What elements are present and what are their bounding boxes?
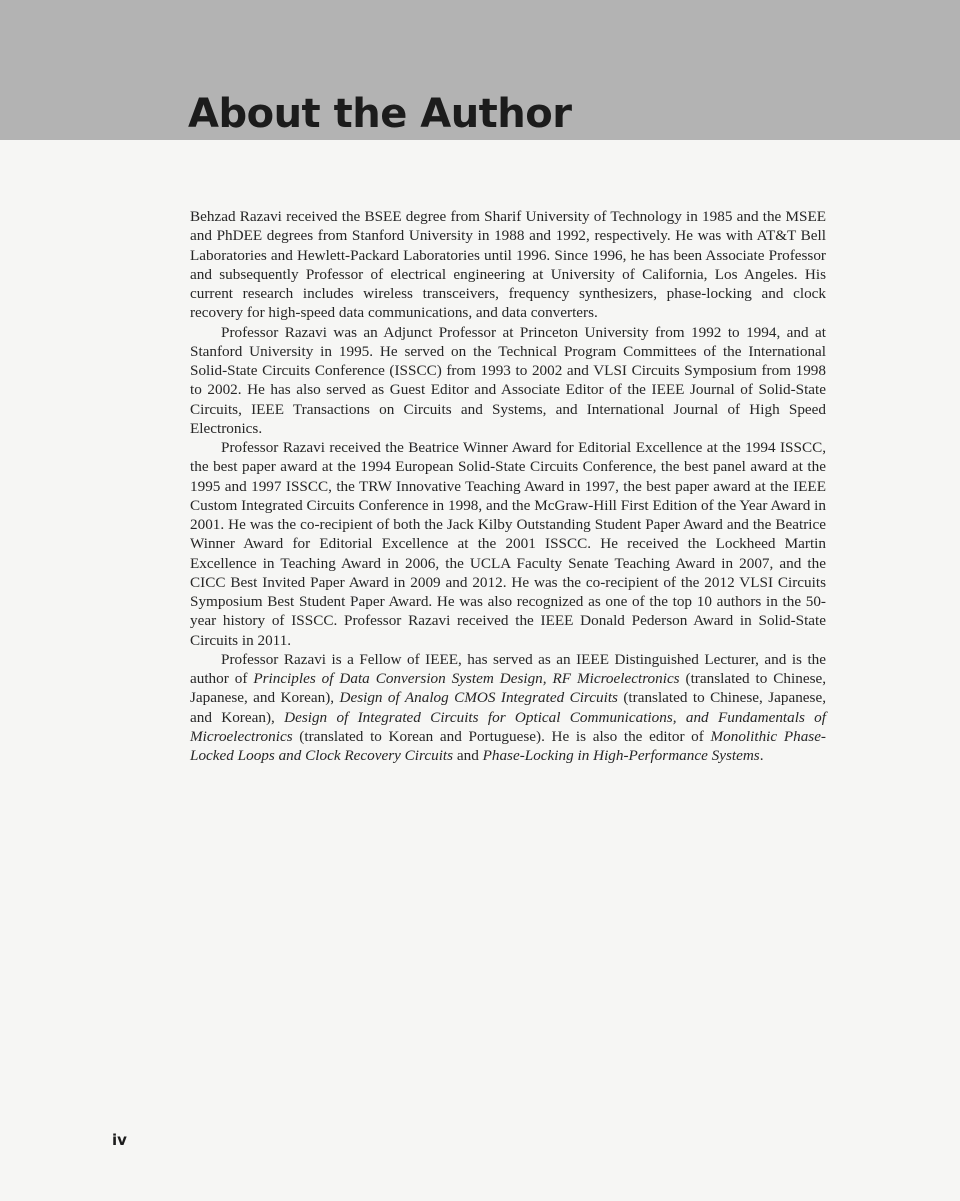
bio-paragraph [190, 323, 826, 439]
bio-paragraph [190, 207, 826, 323]
bio-text: Professor Razavi is a Fellow of IEEE, has served as an IEEE Distinguished Lecturer, and is the author of [190, 650, 826, 687]
author-biography [190, 207, 826, 765]
page-number: iv [112, 1131, 127, 1149]
bio-text: Professor Razavi received the Beatrice Winner Award for Editorial Excellence at the 1994 ISSCC, the best paper award at the 1994 European Solid-State Circuits Conference, the best panel award at the 1995 and 1997 ISSCC, the TRW Innovative Teaching Award in 1997, the best paper award at the IEEE Custom Integrated Circuits Conference in 1998, and the McGraw-Hill First Edition of the Year Award in 2001. He was the co-recipient of both the Jack Kilby Outstanding Student Paper Award and the Beatrice Winner Award for Editorial Excellence at the 2001 ISSCC. He received the Lockheed Martin Excellence in Teaching Award in 2006, the UCLA Faculty Senate Teaching Award in 2007, and the CICC Best Invited Paper Award in 2009 and 2012. He was the co-recipient of the 2012 VLSI Circuits Symposium Best Student Paper Award. He was also recognized as one of the top 10 authors in the 50-year history of ISSCC. Professor Razavi received the IEEE Donald Pederson Award in Solid-State Circuits in 2011. [190, 439, 826, 649]
book-title: Phase-Locking in High-Performance Systems [482, 747, 760, 764]
bio-text: (translated to Chinese, Japanese, and Korean), [190, 689, 826, 726]
book-title: Principles of Data Conversion System Design, RF Microelectronics [253, 670, 680, 687]
page-title: About the Author [188, 91, 572, 137]
bio-paragraph [190, 438, 826, 650]
book-title: Design of Analog CMOS Integrated Circuits [339, 689, 618, 707]
bio-text: Behzad Razavi received the BSEE degree from Sharif University of Technology in 1985 and the MSEE and PhDEE degrees from Stanford University in 1988 and 1992, respectively. He was with AT&T Bell Laboratories and Hewlett-Packard Laboratories until 1996. Since 1996, he has been Associate Professor and subsequently Professor of electrical engineering at University of California, Los Angeles. His current research includes wireless transceivers, frequency synthesizers, phase-locking and clock recovery for high-speed data communications, and data converters. [190, 208, 826, 322]
bio-text: Professor Razavi was an Adjunct Professor at Princeton University from 1992 to 1994, and at Stanford University in 1995. He served on the Technical Program Committees of the International Solid-State Circuits Conference (ISSCC) from 1993 to 2002 and VLSI Circuits Symposium from 1998 to 2002. He has also served as Guest Editor and Associate Editor of the IEEE Journal of Solid-State Circuits, IEEE Transactions on Circuits and Systems, and International Journal of High Speed Electronics. [190, 323, 826, 437]
bio-text: (translated to Korean and Portuguese). He is also the editor of [292, 727, 711, 745]
bio-paragraph [190, 650, 826, 766]
book-title: Monolithic Phase-Locked Loops and Clock Recovery Circuits [190, 727, 826, 764]
book-title: Design of Integrated Circuits for Optical Communications, and Fundamentals of Microelectronics [190, 708, 826, 745]
bio-text: (translated to Chinese, Japanese, and Korean), [190, 670, 827, 707]
bio-text: and [453, 747, 483, 764]
bio-text: . [759, 747, 764, 764]
